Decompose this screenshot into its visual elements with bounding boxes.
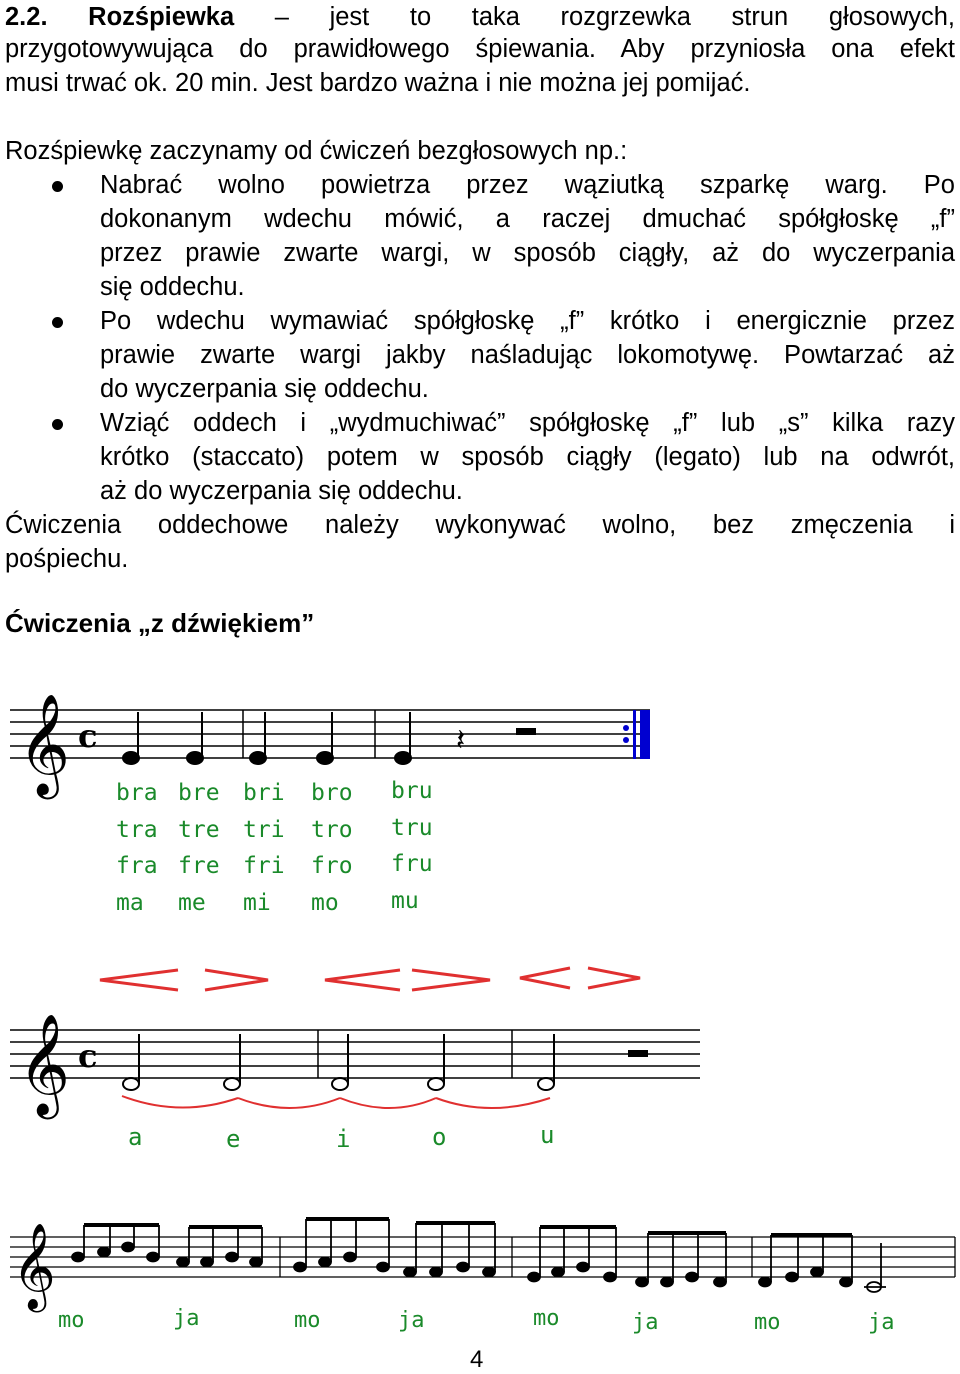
page-number: 4 bbox=[470, 1346, 484, 1373]
syllable: tro bbox=[311, 817, 353, 843]
syllable: mo bbox=[294, 1308, 321, 1333]
syllable: ja bbox=[632, 1310, 659, 1335]
syllable: mi bbox=[243, 890, 271, 916]
dynamics-hairpins bbox=[0, 960, 960, 1005]
treble-clef-icon: 𝄞 bbox=[18, 1012, 71, 1115]
syllable: ma bbox=[116, 890, 144, 916]
vowel-label: a bbox=[128, 1123, 143, 1151]
bullet-1-line: się oddechu. bbox=[100, 273, 245, 301]
note-group-4 bbox=[759, 1235, 886, 1292]
syllable: bro bbox=[311, 780, 353, 806]
syllable: fre bbox=[178, 853, 220, 879]
bullet-3-line: Wziąć oddech i „wydmuchiwać” spółgłoskę „f” lub „s” kilka razy bbox=[100, 409, 955, 437]
vowel-label: o bbox=[432, 1123, 447, 1151]
exercise-1-score bbox=[0, 670, 960, 930]
syllable: fra bbox=[116, 853, 158, 879]
syllable: tre bbox=[178, 817, 220, 843]
bullet-3-line: krótko (staccato) potem w sposób ciągły (legato) lub na odwrót, bbox=[100, 443, 955, 471]
syllable: bru bbox=[391, 778, 433, 804]
exercises-heading: Ćwiczenia „z dźwiękiem” bbox=[5, 608, 315, 638]
common-time-icon: c bbox=[78, 1037, 98, 1075]
vowel-labels bbox=[128, 1121, 554, 1153]
intro-text: Rozśpiewkę zaczynamy od ćwiczeń bezgłosowych np.: bbox=[5, 137, 628, 165]
crescendo-icon bbox=[520, 968, 570, 988]
syllable: me bbox=[178, 890, 206, 916]
bullet-1-line: Nabrać wolno powietrza przez wąziutką szparkę warg. Po bbox=[100, 171, 955, 199]
half-rest-icon bbox=[628, 1050, 648, 1057]
syllable: tri bbox=[243, 817, 285, 843]
vowel-label: i bbox=[336, 1125, 351, 1153]
bullet-icon bbox=[52, 419, 63, 430]
syllable: mo bbox=[311, 890, 339, 916]
bullet-3-line: aż do wyczerpania się oddechu. bbox=[100, 477, 463, 505]
section-number: 2.2. bbox=[5, 3, 48, 31]
section-intro-rest: – jest to taka rozgrzewka strun głosowych, bbox=[274, 3, 955, 31]
bullet-1-line: przez prawie zwarte wargi, w sposób ciągły, aż do wyczerpania bbox=[100, 239, 955, 267]
syllable: tru bbox=[391, 815, 433, 841]
section-line-2: przygotowywująca do prawidłowego śpiewania. Aby przyniosła ona efekt bbox=[5, 35, 955, 63]
legato-slurs bbox=[122, 1096, 550, 1108]
note-group-2 bbox=[294, 1219, 495, 1277]
common-time-icon: c bbox=[78, 717, 98, 755]
section-title: Rozśpiewka bbox=[88, 3, 235, 31]
syllable: tra bbox=[116, 817, 158, 843]
bullet-icon bbox=[52, 181, 63, 192]
exercise-2-score bbox=[0, 1000, 960, 1170]
decrescendo-icon bbox=[412, 970, 490, 990]
decrescendo-icon bbox=[205, 970, 268, 990]
bullet-1-line: dokonanym wdechu mówić, a raczej dmuchać spółgłoskę „f” bbox=[100, 205, 955, 233]
bullet-2-line: do wyczerpania się oddechu. bbox=[100, 375, 429, 403]
staff-lines bbox=[10, 1030, 700, 1078]
syllable-row bbox=[58, 1306, 895, 1335]
quarter-rest-icon: 𝄽 bbox=[456, 723, 466, 758]
syllable: mu bbox=[391, 888, 419, 914]
note-group-1 bbox=[72, 1225, 262, 1267]
syllable: mo bbox=[58, 1308, 85, 1333]
vowel-label: u bbox=[540, 1121, 555, 1149]
syllable: fri bbox=[243, 853, 285, 879]
syllable: bra bbox=[116, 780, 158, 806]
syllable: ja bbox=[868, 1310, 895, 1335]
crescendo-icon bbox=[325, 970, 400, 990]
vowel-label: e bbox=[226, 1125, 241, 1153]
syllable: ja bbox=[173, 1306, 200, 1331]
syllable: ja bbox=[398, 1308, 425, 1333]
exercise-3-score bbox=[0, 1205, 960, 1340]
treble-clef-icon: 𝄞 bbox=[18, 692, 71, 795]
bullet-2-line: Po wdechu wymawiać spółgłoskę „f” krótko i energicznie przez bbox=[100, 307, 955, 335]
syllable: bri bbox=[243, 780, 285, 806]
quarter-notes bbox=[123, 712, 411, 764]
treble-clef-icon: 𝄞 bbox=[12, 1223, 56, 1309]
half-rest-icon bbox=[516, 728, 536, 735]
crescendo-icon bbox=[100, 970, 178, 990]
section-line-3: musi trwać ok. 20 min. Jest bardzo ważna i nie można jej pomijać. bbox=[5, 69, 751, 97]
syllable: mo bbox=[754, 1310, 781, 1335]
staff-lines bbox=[10, 710, 650, 758]
decrescendo-icon bbox=[588, 968, 640, 988]
closing-line: Ćwiczenia oddechowe należy wykonywać wolno, bez zmęczenia i bbox=[5, 511, 955, 539]
syllable: fro bbox=[311, 853, 353, 879]
syllable-grid bbox=[116, 778, 433, 916]
syllable: bre bbox=[178, 780, 220, 806]
bullet-2-line: prawie zwarte wargi jakby naśladując lokomotywę. Powtarzać aż bbox=[100, 341, 955, 369]
bullet-icon bbox=[52, 317, 63, 328]
syllable: mo bbox=[533, 1306, 560, 1331]
section-line-1 bbox=[5, 0, 955, 34]
syllable: fru bbox=[391, 851, 433, 877]
closing-line: pośpiechu. bbox=[5, 545, 129, 573]
